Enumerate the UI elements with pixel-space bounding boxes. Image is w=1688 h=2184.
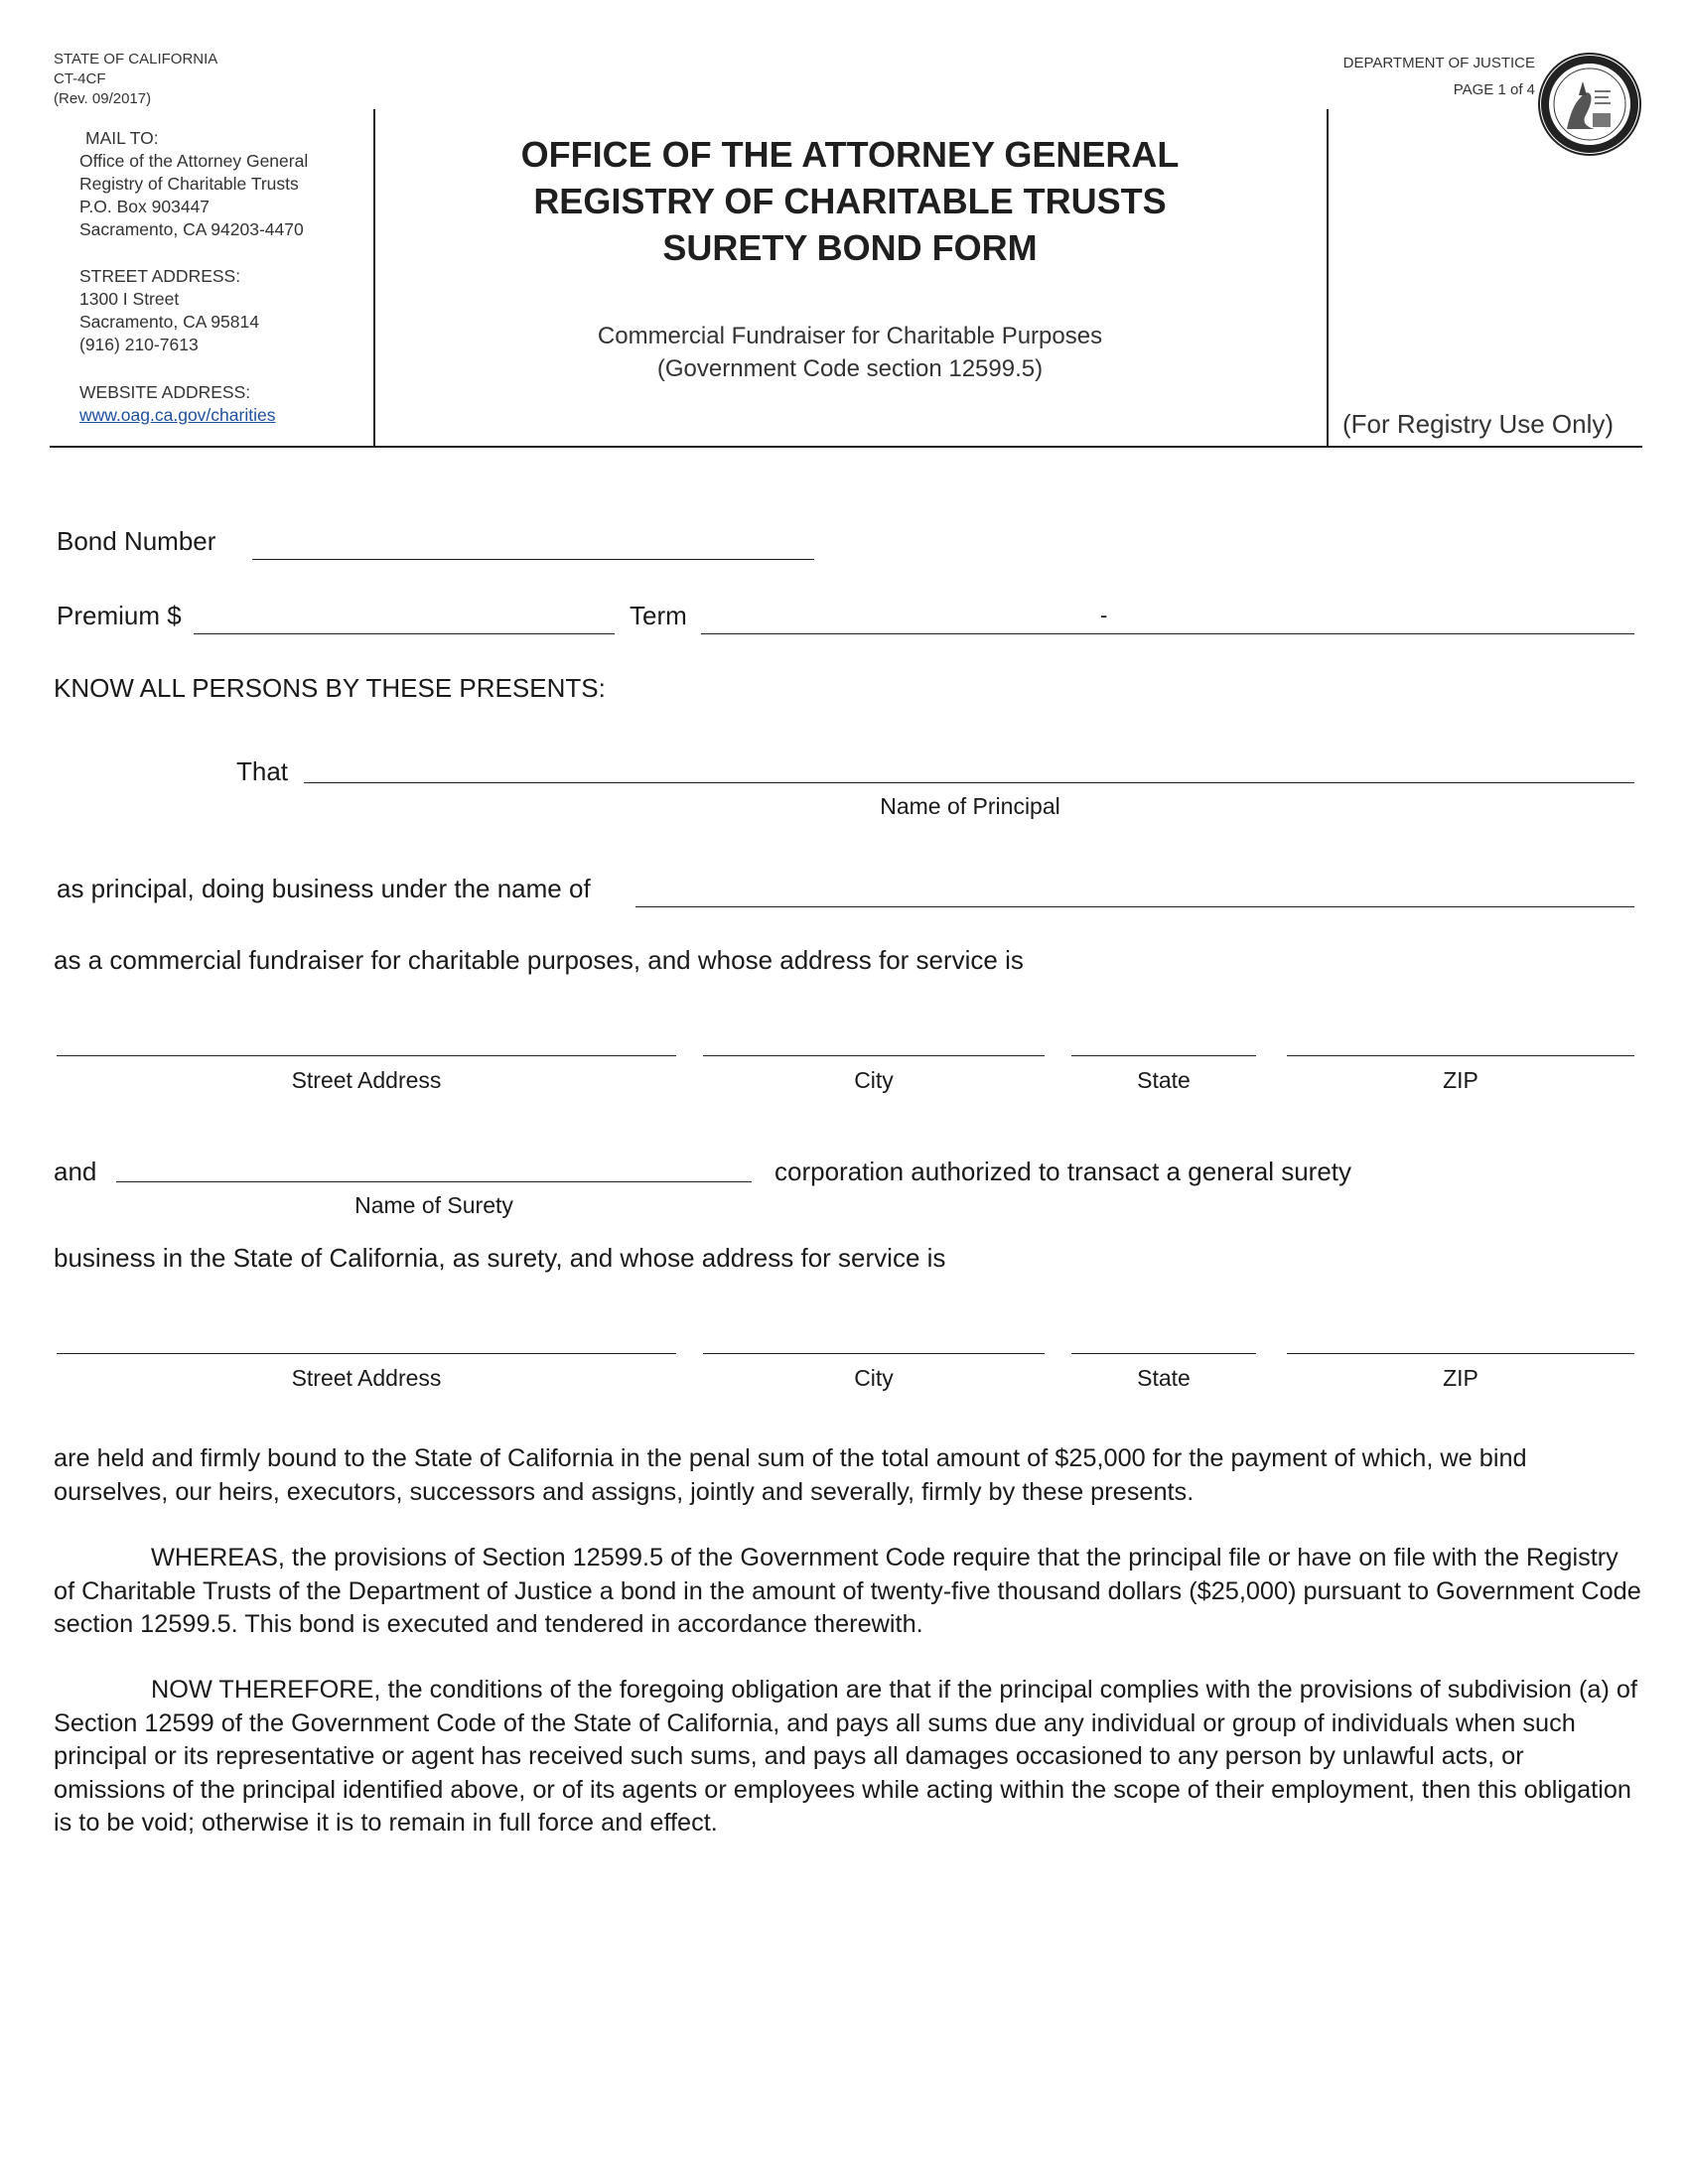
doj-seal-icon	[1537, 52, 1642, 157]
bond-obligation-paragraph: are held and firmly bound to the State of California in the penal sum of the total amount of $25,000 for the payment of which, we bind ourselves, our heirs, executors, successors and assigns, jointly and severally, firmly by these presents.	[54, 1444, 1527, 1506]
that-label: That	[236, 756, 289, 786]
street-address-block	[79, 265, 259, 356]
surety-state-field[interactable]	[1071, 1353, 1256, 1354]
principal-street-field[interactable]	[57, 1055, 676, 1056]
surety-zip-field[interactable]	[1287, 1353, 1634, 1354]
mail-to-line: Office of the Attorney General	[79, 151, 309, 171]
fundraiser-text: as a commercial fundraiser for charitable purposes, and whose address for service is	[54, 945, 1024, 975]
now-therefore-paragraph: NOW THEREFORE, the conditions of the foregoing obligation are that if the principal complies with the provisions of subdivision (a) of Section 12599 of the Government Code of the State of California, and pays all sums due any individual or group of individuals when such principal or its representative or agent has received such sums, and pays all damages occasioned to any person by unlawful acts, or omissions of the principal identified above, or of its agents or employees while acting within the scope of their employment, then this obligation is to be void; otherwise it is to remain in full force and effect.	[54, 1676, 1637, 1837]
premium-label: Premium $	[57, 601, 182, 630]
term-label: Term	[630, 601, 687, 630]
street-address-caption: Street Address	[291, 1067, 442, 1093]
city-caption: City	[854, 1067, 894, 1093]
page-title	[373, 131, 1327, 271]
subtitle-line: (Government Code section 12599.5)	[656, 355, 1044, 382]
principal-city-field[interactable]	[703, 1055, 1045, 1056]
mail-to-line: Sacramento, CA 94203-4470	[79, 219, 304, 239]
state-caption: State	[1137, 1067, 1191, 1093]
know-all-heading: KNOW ALL PERSONS BY THESE PRESENTS:	[54, 673, 606, 703]
term-separator: -	[1100, 603, 1108, 627]
mail-to-label: MAIL TO:	[85, 128, 159, 148]
website-block	[79, 381, 275, 427]
surety-business-text: business in the State of California, as surety, and whose address for service is	[54, 1243, 946, 1273]
surety-street-field[interactable]	[57, 1353, 676, 1354]
zip-caption: ZIP	[1443, 1067, 1478, 1093]
mail-to-line: Registry of Charitable Trusts	[79, 174, 299, 194]
dba-label: as principal, doing business under the name of	[57, 874, 591, 903]
street-address-line: 1300 I Street	[79, 289, 180, 309]
whereas-paragraph: WHEREAS, the provisions of Section 12599.5 of the Government Code require that the principal file or have on file with the Registry of Charitable Trusts of the Department of Justice a bond in the amount of twenty-five thousand dollars ($25,000) pursuant to Government Code section 12599.5. This bond is executed and tendered in accordance therewith.	[54, 1544, 1641, 1638]
registry-use-label: (For Registry Use Only)	[1342, 409, 1615, 439]
and-label: and	[54, 1157, 97, 1186]
corporation-text: corporation authorized to transact a general surety	[774, 1157, 1352, 1186]
street-address-line: Sacramento, CA 95814	[79, 312, 259, 332]
form-meta-left	[54, 50, 217, 109]
page-subtitle	[373, 320, 1327, 385]
mail-to-line: P.O. Box 903447	[79, 197, 211, 216]
street-address-line: (916) 210-7613	[79, 335, 199, 354]
header-divider-right	[1327, 109, 1329, 447]
mail-to-block	[79, 127, 308, 241]
meta-page-number: PAGE 1 of 4	[1453, 81, 1535, 98]
principal-name-caption: Name of Principal	[880, 793, 1060, 819]
city-caption: City	[854, 1365, 894, 1391]
street-address-caption: Street Address	[291, 1365, 442, 1391]
meta-department: DEPARTMENT OF JUSTICE	[1342, 55, 1535, 71]
surety-city-field[interactable]	[703, 1353, 1045, 1354]
zip-caption: ZIP	[1443, 1365, 1478, 1391]
principal-state-field[interactable]	[1071, 1055, 1256, 1056]
bond-number-label: Bond Number	[57, 526, 216, 556]
header-bottom-rule	[50, 446, 1642, 448]
meta-form-number: CT-4CF	[54, 70, 106, 87]
meta-state: STATE OF CALIFORNIA	[54, 51, 218, 68]
term-field[interactable]	[701, 633, 1634, 634]
form-meta-right	[1343, 50, 1535, 103]
title-line: REGISTRY OF CHARITABLE TRUSTS	[533, 181, 1167, 221]
principal-name-field[interactable]	[304, 782, 1634, 783]
subtitle-line: Commercial Fundraiser for Charitable Purposes	[597, 323, 1103, 349]
street-address-label: STREET ADDRESS:	[79, 266, 241, 286]
state-caption: State	[1137, 1365, 1191, 1391]
bond-number-field[interactable]	[252, 559, 814, 560]
surety-name-field[interactable]	[116, 1181, 752, 1182]
surety-name-caption: Name of Surety	[354, 1192, 513, 1218]
principal-zip-field[interactable]	[1287, 1055, 1634, 1056]
website-link[interactable]: www.oag.ca.gov/charities	[79, 405, 276, 425]
website-label: WEBSITE ADDRESS:	[79, 382, 251, 402]
title-line: OFFICE OF THE ATTORNEY GENERAL	[520, 134, 1180, 175]
dba-name-field[interactable]	[635, 906, 1634, 907]
premium-field[interactable]	[194, 633, 615, 634]
title-line: SURETY BOND FORM	[662, 227, 1038, 268]
meta-revision: (Rev. 09/2017)	[54, 90, 152, 107]
